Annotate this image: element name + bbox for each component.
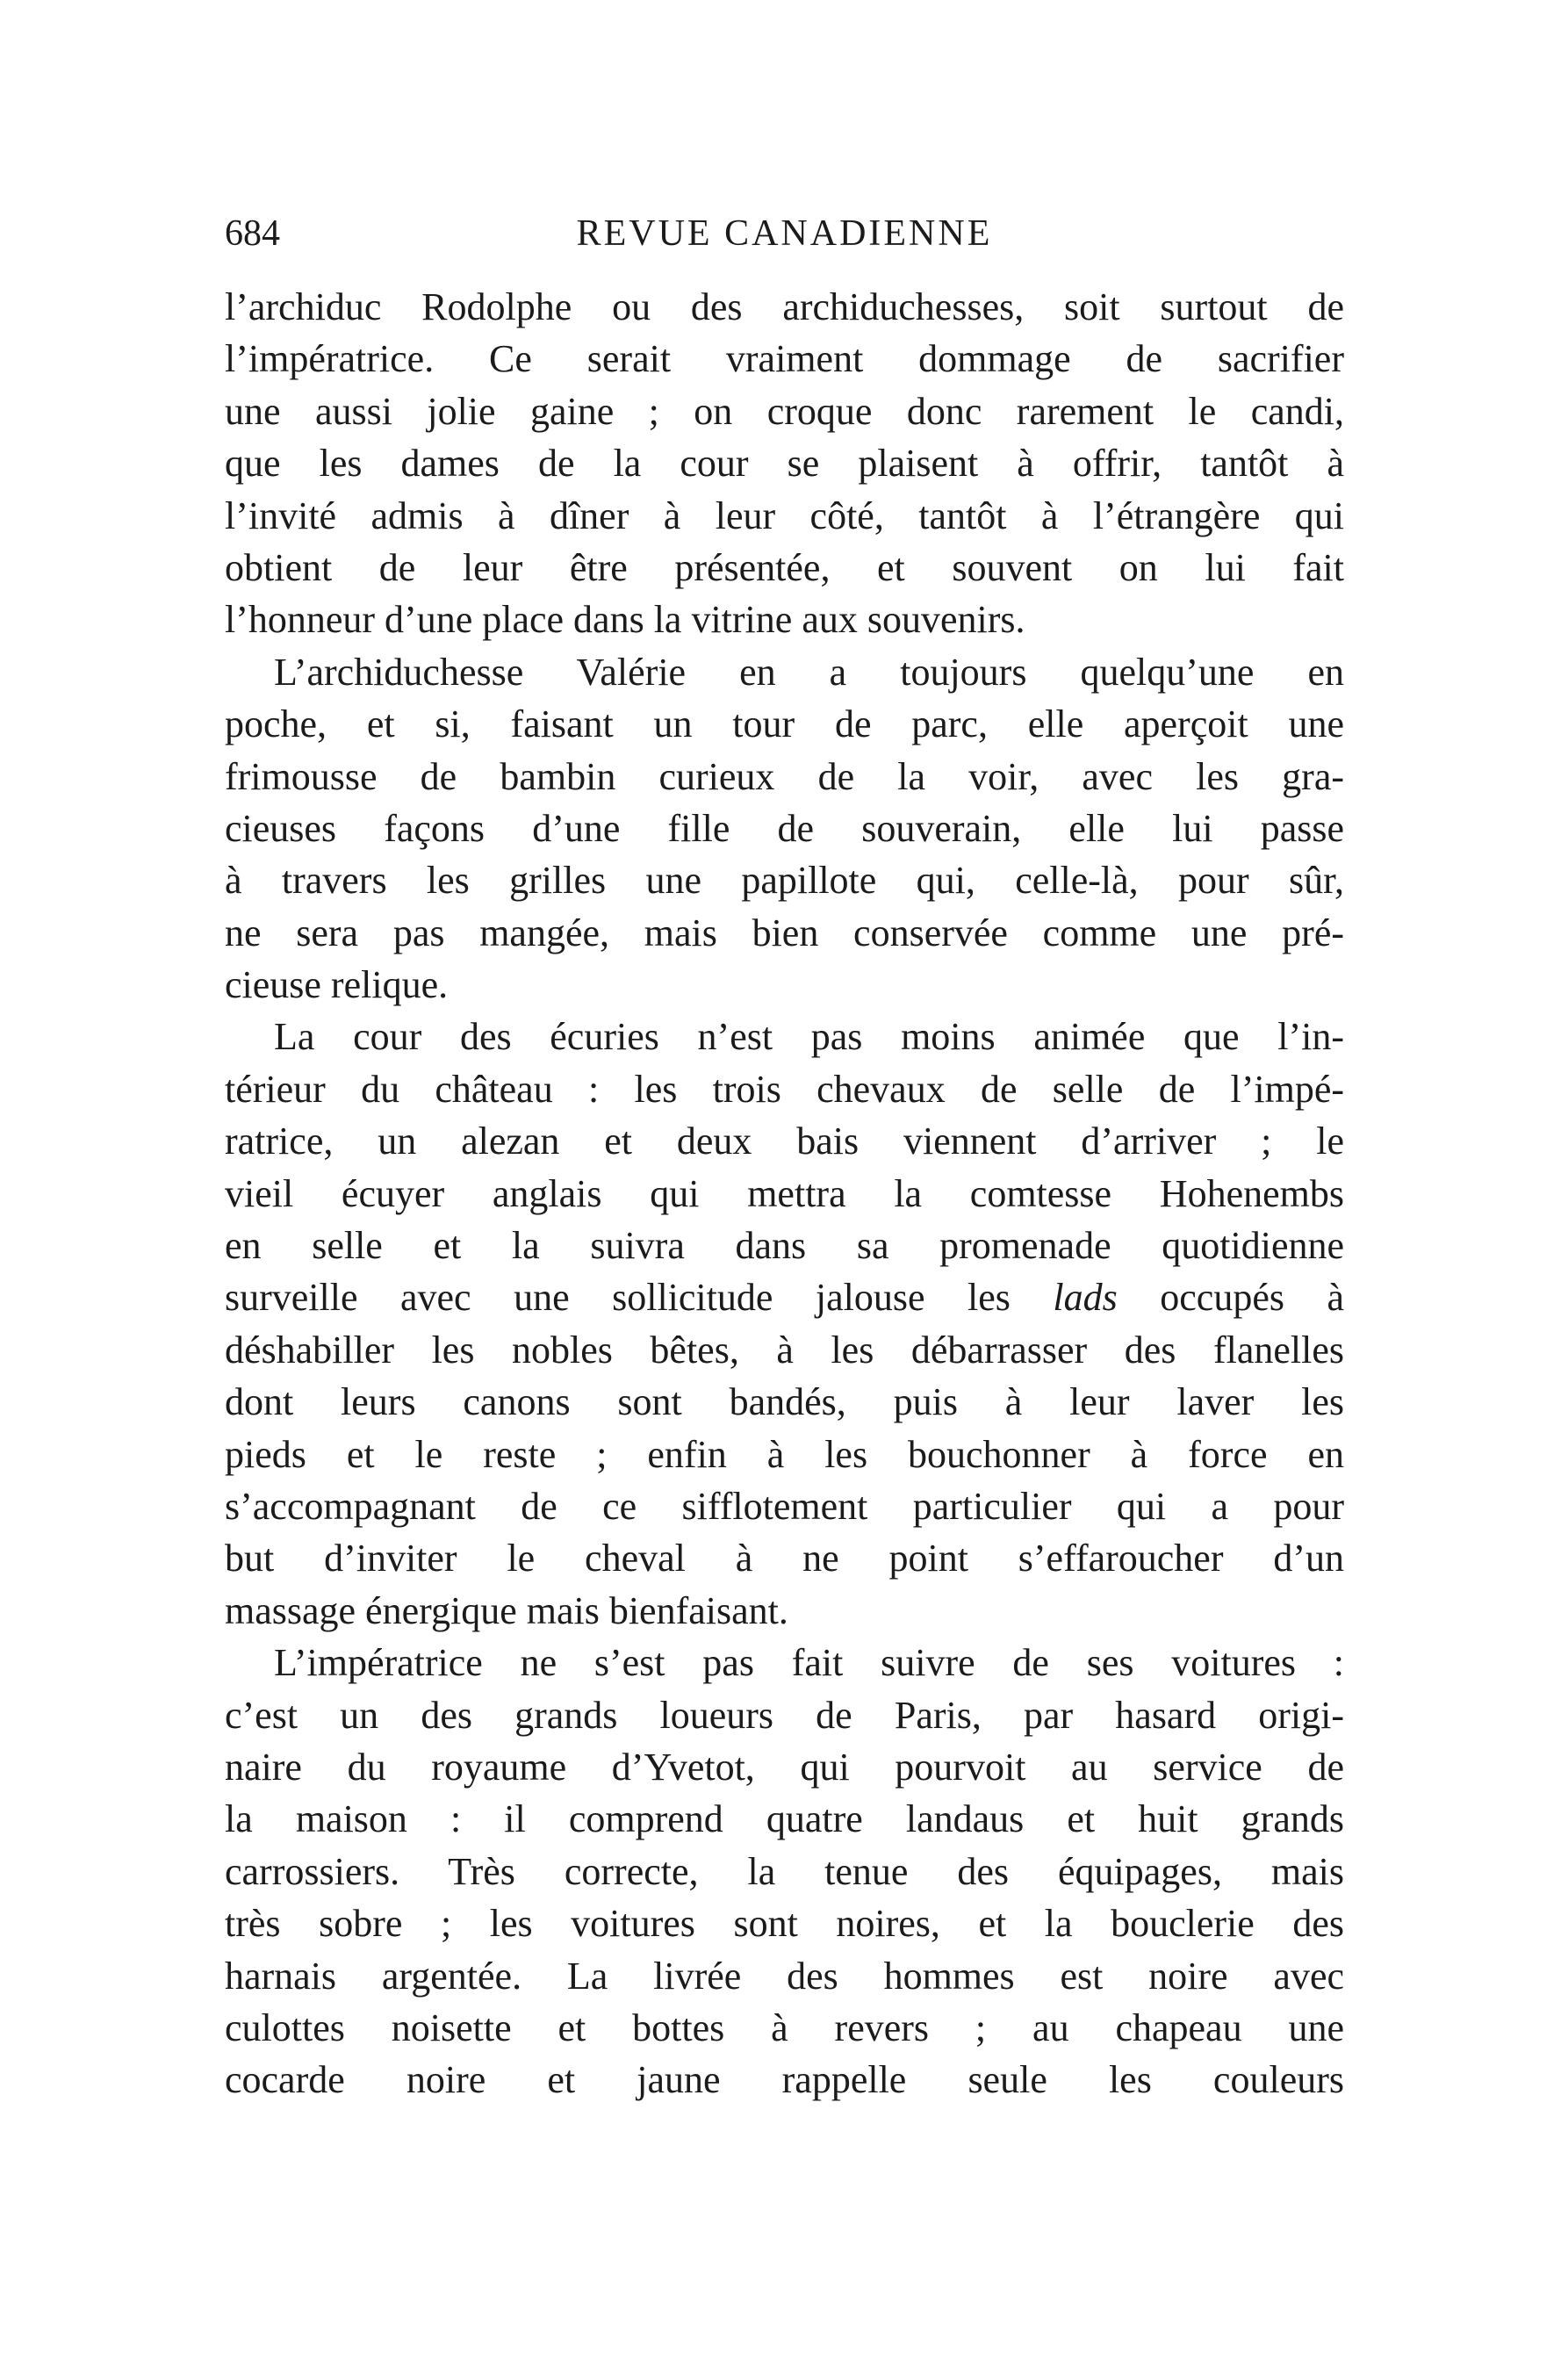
text-line: but d’inviter le cheval à ne point s’effaroucher d’un xyxy=(225,1537,1344,1580)
text-line: que les dames de la cour se plaisent à offrir, tantôt à xyxy=(225,442,1344,486)
text-line: massage énergique mais bienfaisant. xyxy=(225,1588,788,1632)
text-line: l’impératrice. Ce serait vraiment dommage de sacrifier xyxy=(225,337,1344,381)
text-line: l’invité admis à dîner à leur côté, tantôt à l’étrangère qui xyxy=(225,493,1344,537)
running-title: REVUE CANADIENNE xyxy=(576,213,993,254)
paragraph-start-line: L’archiduchesse Valérie en a toujours quelqu’une en xyxy=(274,650,1344,694)
text-line: l’honneur d’une place dans la vitrine aux souvenirs. xyxy=(225,598,1025,642)
text-line: l’archiduc Rodolphe ou des archiduchesses, soit surtout de xyxy=(225,285,1344,328)
text-line: s’accompagnant de ce sifflotement particulier qui a pour xyxy=(225,1484,1344,1528)
text-segment: surveille avec une sollicitude jalouse les xyxy=(225,1276,1011,1320)
text-line-with-italic xyxy=(225,1271,1344,1323)
running-head xyxy=(225,207,1344,260)
text-segment: occupés à xyxy=(1160,1276,1345,1320)
text-line: cocarde noire et jaune rappelle seule les couleurs xyxy=(225,2058,1344,2102)
text-line: déshabiller les nobles bêtes, à les débarrasser des flanelles xyxy=(225,1328,1344,1372)
text-line: cieuses façons d’une fille de souverain, elle lui passe xyxy=(225,806,1344,850)
text-line: vieil écuyer anglais qui mettra la comtesse Hohenembs xyxy=(225,1171,1344,1215)
text-line: la maison : il comprend quatre landaus et huit grands xyxy=(225,1797,1344,1841)
text-line: poche, et si, faisant un tour de parc, elle aperçoit une xyxy=(225,702,1344,746)
text-line: ne sera pas mangée, mais bien conservée comme une pré- xyxy=(225,911,1344,954)
page-number: 684 xyxy=(225,213,280,254)
text-line: harnais argentée. La livrée des hommes est noire avec xyxy=(225,1954,1344,1998)
text-line: en selle et la suivra dans sa promenade quotidienne xyxy=(225,1224,1344,1268)
text-line: très sobre ; les voitures sont noires, et la bouclerie des xyxy=(225,1902,1344,1946)
text-line: frimousse de bambin curieux de la voir, avec les gra- xyxy=(225,754,1344,798)
text-line: dont leurs canons sont bandés, puis à leur laver les xyxy=(225,1380,1344,1424)
text-line: naire du royaume d’Yvetot, qui pourvoit au service de xyxy=(225,1745,1344,1789)
text-line: ratrice, un alezan et deux bais viennent d’arriver ; le xyxy=(225,1120,1344,1163)
text-line: obtient de leur être présentée, et souvent on lui fait xyxy=(225,545,1344,589)
italic-word: lads xyxy=(1053,1276,1118,1320)
text-line: à travers les grilles une papillote qui, celle-là, pour sûr, xyxy=(225,859,1344,903)
text-line: térieur du château : les trois chevaux de selle de l’impé- xyxy=(225,1067,1344,1111)
text-line: culottes noisette et bottes à revers ; au chapeau une xyxy=(225,2005,1344,2049)
body-text xyxy=(225,281,1344,2106)
text-line: carrossiers. Très correcte, la tenue des équipages, mais xyxy=(225,1849,1344,1893)
text-line: c’est un des grands loueurs de Paris, par hasard origi- xyxy=(225,1693,1344,1737)
paragraph-start-line: L’impératrice ne s’est pas fait suivre de ses voitures : xyxy=(274,1641,1344,1685)
text-line: pieds et le reste ; enfin à les bouchonner à force en xyxy=(225,1432,1344,1476)
text-line: cieuse relique. xyxy=(225,963,449,1007)
paragraph-start-line: La cour des écuries n’est pas moins animée que l’in- xyxy=(274,1015,1344,1059)
text-line: une aussi jolie gaine ; on croque donc rarement le candi, xyxy=(225,389,1344,433)
